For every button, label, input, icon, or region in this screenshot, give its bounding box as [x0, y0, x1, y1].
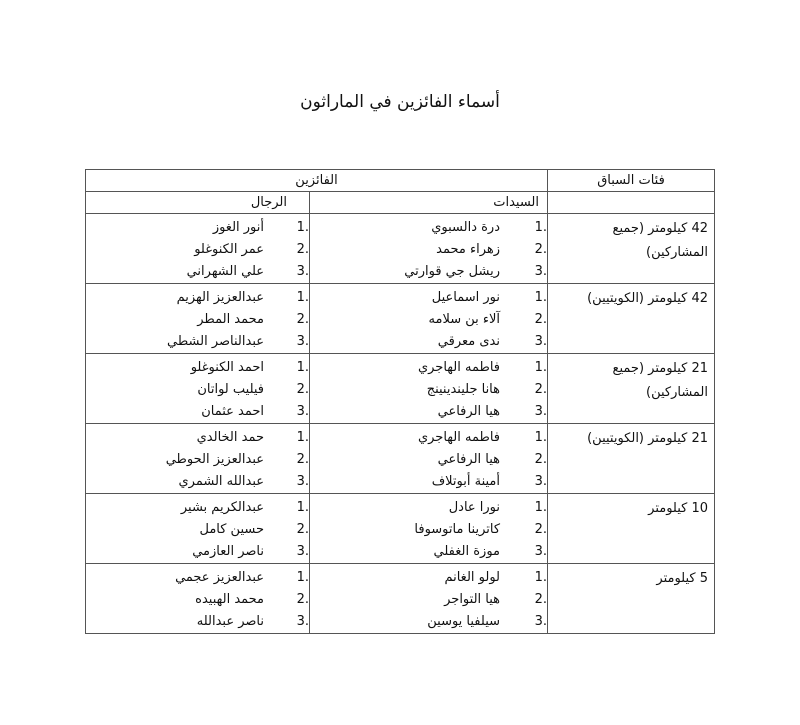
rank-number: 2. — [296, 382, 310, 397]
women-winners-cell — [310, 354, 548, 424]
men-winners-cell — [86, 494, 310, 564]
men-winners-cell — [86, 214, 310, 284]
rank-number: 2. — [296, 242, 310, 257]
race-category: 10 كيلومتر — [548, 494, 715, 564]
winner-name: علي الشهراني — [186, 264, 265, 279]
rank-number: 3. — [534, 264, 548, 279]
race-row — [86, 494, 715, 564]
rank-number: 3. — [296, 474, 310, 489]
winner-name: محمد المطر — [197, 312, 265, 327]
rank-number: 1. — [534, 290, 548, 305]
winner-list-item — [310, 541, 547, 563]
rank-number: 1. — [534, 430, 548, 445]
winner-name: عبدالعزيز الحوطي — [165, 452, 265, 467]
race-row — [86, 424, 715, 494]
rank-number: 1. — [296, 430, 310, 445]
winner-name: هيا التواجر — [444, 592, 501, 607]
rank-number: 3. — [534, 614, 548, 629]
winner-list-item — [86, 239, 309, 261]
winner-name: فاطمه الهاجري — [417, 360, 501, 375]
race-category: 42 كيلومتر (جميع المشاركين) — [548, 214, 715, 284]
winner-list-item — [310, 287, 547, 309]
winner-list-item — [86, 541, 309, 563]
winner-name: درة دالسبوي — [431, 220, 501, 235]
women-winners-list — [310, 357, 547, 423]
rank-number: 3. — [296, 334, 310, 349]
rank-number: 3. — [296, 264, 310, 279]
header-row — [86, 170, 715, 192]
winner-list-item — [310, 357, 547, 379]
winner-list-item — [86, 497, 309, 519]
winner-name: ندى معرقي — [437, 334, 501, 349]
winner-list-item — [86, 287, 309, 309]
women-winners-cell — [310, 424, 548, 494]
winner-name: موزة الغفلي — [433, 544, 501, 559]
winner-list-item — [310, 611, 547, 633]
rank-number: 2. — [296, 592, 310, 607]
winner-name: زهراء محمد — [436, 242, 501, 257]
winner-list-item — [310, 471, 547, 493]
rank-number: 1. — [296, 290, 310, 305]
women-winners-cell — [310, 494, 548, 564]
winner-name: حسين كامل — [199, 522, 265, 537]
rank-number: 1. — [296, 360, 310, 375]
winner-list-item — [310, 519, 547, 541]
winner-list-item — [86, 519, 309, 541]
rank-number: 2. — [296, 312, 310, 327]
race-row — [86, 214, 715, 284]
women-winners-list — [310, 287, 547, 353]
women-winners-list — [310, 427, 547, 493]
winner-name: عبدالناصر الشطي — [167, 334, 265, 349]
race-row — [86, 354, 715, 424]
rank-number: 1. — [296, 220, 310, 235]
winner-name: محمد الهبيده — [195, 592, 265, 607]
rank-number: 1. — [296, 500, 310, 515]
men-winners-cell — [86, 284, 310, 354]
rank-number: 3. — [296, 614, 310, 629]
rank-number: 2. — [296, 522, 310, 537]
winner-list-item — [310, 567, 547, 589]
winner-list-item — [86, 427, 309, 449]
winner-list-item — [86, 379, 309, 401]
winner-name: ناصر العازمي — [192, 544, 265, 559]
women-winners-list — [310, 217, 547, 283]
rank-number: 2. — [534, 522, 548, 537]
rank-number: 2. — [296, 452, 310, 467]
women-winners-list — [310, 567, 547, 633]
winner-list-item — [86, 331, 309, 353]
rank-number: 1. — [534, 570, 548, 585]
race-row — [86, 564, 715, 634]
winner-name: ناصر عبدالله — [196, 614, 265, 629]
winner-name: عبدالله الشمري — [178, 474, 265, 489]
winner-list-item — [310, 379, 547, 401]
winners-table — [85, 169, 715, 634]
winner-name: سيلفيا يوسين — [427, 614, 501, 629]
rank-number: 2. — [534, 312, 548, 327]
winner-list-item — [86, 357, 309, 379]
rank-number: 2. — [534, 452, 548, 467]
rank-number: 1. — [534, 500, 548, 515]
rank-number: 1. — [534, 360, 548, 375]
rank-number: 2. — [534, 242, 548, 257]
winner-name: هيا الرفاعي — [437, 404, 501, 419]
women-winners-cell — [310, 564, 548, 634]
rank-number: 2. — [534, 382, 548, 397]
winner-list-item — [86, 471, 309, 493]
men-winners-list — [86, 497, 309, 563]
header-winners: الفائزين — [86, 170, 548, 192]
men-winners-list — [86, 427, 309, 493]
women-winners-list — [310, 497, 547, 563]
race-category: 21 كيلومتر (الكويتيين) — [548, 424, 715, 494]
winner-name: فيليب لواتان — [197, 382, 265, 397]
winner-list-item — [86, 261, 309, 283]
winner-list-item — [86, 401, 309, 423]
winner-name: عبدالكريم بشير — [180, 500, 265, 515]
men-winners-list — [86, 357, 309, 423]
winner-name: آلاء بن سلامه — [428, 312, 501, 327]
winner-name: حمد الخالدي — [196, 430, 265, 445]
winner-list-item — [86, 309, 309, 331]
women-winners-cell — [310, 284, 548, 354]
winner-list-item — [86, 589, 309, 611]
header-women: السيدات — [310, 192, 548, 214]
men-winners-list — [86, 217, 309, 283]
race-category: 42 كيلومتر (الكويتيين) — [548, 284, 715, 354]
winner-list-item — [310, 217, 547, 239]
winner-name: لولو الغانم — [444, 570, 501, 585]
rank-number: 3. — [296, 544, 310, 559]
men-winners-list — [86, 287, 309, 353]
winner-list-item — [86, 449, 309, 471]
winner-name: احمد الكنوغلو — [190, 360, 265, 375]
men-winners-list — [86, 567, 309, 633]
winner-name: ريشل جي قوارتي — [404, 264, 501, 279]
winner-name: عبدالعزيز عجمي — [175, 570, 265, 585]
men-winners-cell — [86, 424, 310, 494]
race-category: 21 كيلومتر (جميع المشاركين) — [548, 354, 715, 424]
winner-list-item — [86, 567, 309, 589]
winner-name: هانا جليندينينج — [426, 382, 501, 397]
men-winners-cell — [86, 564, 310, 634]
document-title: أسماء الفائزين في الماراثون — [300, 92, 500, 112]
rank-number: 3. — [534, 474, 548, 489]
rank-number: 1. — [296, 570, 310, 585]
winner-list-item — [310, 427, 547, 449]
winner-name: عبدالعزيز الهزيم — [176, 290, 265, 305]
rank-number: 3. — [534, 404, 548, 419]
winner-name: أنور الغوز — [212, 220, 265, 235]
winner-name: هيا الرفاعي — [437, 452, 501, 467]
header-empty-cell — [548, 192, 715, 214]
rank-number: 3. — [534, 334, 548, 349]
winner-list-item — [310, 261, 547, 283]
women-winners-cell — [310, 214, 548, 284]
winner-name: فاطمه الهاجري — [417, 430, 501, 445]
winner-list-item — [310, 331, 547, 353]
winner-list-item — [310, 449, 547, 471]
winner-list-item — [86, 217, 309, 239]
men-winners-cell — [86, 354, 310, 424]
winner-list-item — [310, 239, 547, 261]
winner-name: نورا عادل — [448, 500, 501, 515]
subheader-row — [86, 192, 715, 214]
winner-list-item — [86, 611, 309, 633]
winner-name: نور اسماعيل — [431, 290, 501, 305]
race-category: 5 كيلومتر — [548, 564, 715, 634]
winner-name: عمر الكنوغلو — [194, 242, 265, 257]
winner-name: كاترينا ماتوسوفا — [414, 522, 501, 537]
header-categories: فئات السباق — [548, 170, 715, 192]
rank-number: 1. — [534, 220, 548, 235]
winner-list-item — [310, 497, 547, 519]
rank-number: 2. — [534, 592, 548, 607]
rank-number: 3. — [534, 544, 548, 559]
race-row — [86, 284, 715, 354]
winner-list-item — [310, 309, 547, 331]
winner-name: احمد عثمان — [201, 404, 265, 419]
rank-number: 3. — [296, 404, 310, 419]
winner-list-item — [310, 589, 547, 611]
header-men: الرجال — [86, 192, 310, 214]
winner-name: أمينة أبوتلاف — [431, 474, 501, 489]
winner-list-item — [310, 401, 547, 423]
